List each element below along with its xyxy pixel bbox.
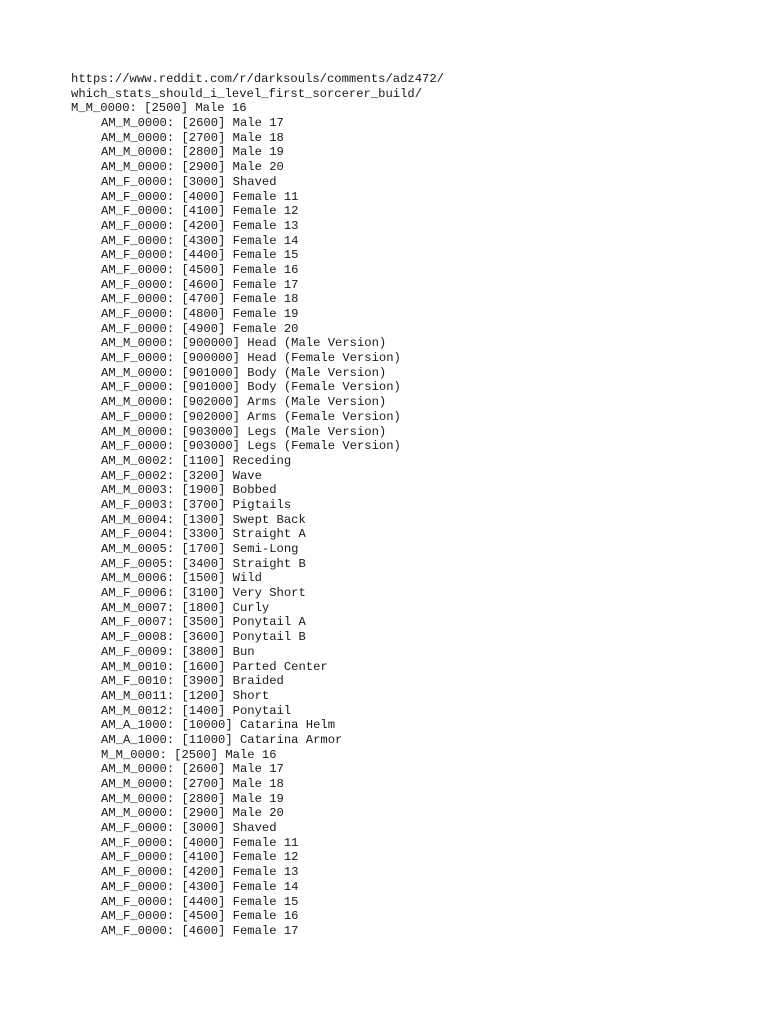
- text-line: AM_F_0000: [4000] Female 11: [101, 835, 299, 850]
- text-line: AM_M_0002: [1100] Receding: [101, 453, 292, 468]
- text-line: AM_F_0000: [3000] Shaved: [101, 821, 277, 836]
- text-line: AM_M_0006: [1500] Wild: [101, 571, 262, 586]
- text-line: AM_F_0000: [4600] Female 17: [101, 277, 299, 292]
- text-line: AM_F_0000: [4500] Female 16: [101, 909, 299, 924]
- text-line: AM_M_0000: [2900] Male 20: [101, 160, 284, 175]
- text-line: AM_F_0000: [4300] Female 14: [101, 879, 299, 894]
- text-line: AM_F_0000: [902000] Arms (Female Version): [101, 409, 401, 424]
- text-line: AM_F_0000: [4100] Female 12: [101, 850, 299, 865]
- text-line: AM_F_0002: [3200] Wave: [101, 468, 262, 483]
- text-line: AM_M_0010: [1600] Parted Center: [101, 659, 328, 674]
- text-line: AM_M_0000: [2900] Male 20: [101, 806, 284, 821]
- text-line: AM_F_0008: [3600] Ponytail B: [101, 630, 306, 645]
- text-line: AM_M_0000: [2600] Male 17: [101, 762, 284, 777]
- text-line: AM_M_0011: [1200] Short: [101, 688, 270, 703]
- text-line: AM_F_0009: [3800] Bun: [101, 644, 255, 659]
- text-line: AM_F_0000: [3000] Shaved: [101, 174, 277, 189]
- text-line: AM_M_0004: [1300] Swept Back: [101, 512, 306, 527]
- text-line: AM_F_0000: [4200] Female 13: [101, 218, 299, 233]
- text-line: AM_A_1000: [11000] Catarina Armor: [101, 732, 343, 747]
- text-line: AM_F_0000: [903000] Legs (Female Version): [101, 439, 401, 454]
- text-line: AM_F_0000: [4000] Female 11: [101, 189, 299, 204]
- text-line: AM_M_0005: [1700] Semi-Long: [101, 542, 299, 556]
- text-line: AM_F_0010: [3900] Braided: [101, 674, 284, 689]
- source-url-continuation-line: which_stats_should_i_level_first_sorcerer_build/: [71, 86, 423, 101]
- text-line: AM_F_0005: [3400] Straight B: [101, 556, 306, 571]
- text-line: M_M_0000: [2500] Male 16: [101, 747, 277, 762]
- text-line: AM_F_0000: [4100] Female 12: [101, 204, 299, 219]
- text-line: AM_F_0000: [4500] Female 16: [101, 262, 299, 277]
- text-line: AM_F_0000: [4400] Female 15: [101, 894, 299, 909]
- text-line: AM_F_0003: [3700] Pigtails: [101, 497, 292, 512]
- text-line: AM_M_0000: [902000] Arms (Male Version): [101, 395, 387, 410]
- document-body: [71, 72, 751, 939]
- text-line: AM_F_0000: [4900] Female 20: [101, 321, 299, 336]
- text-line: AM_M_0000: [2700] Male 18: [101, 777, 284, 791]
- text-line: AM_M_0000: [2800] Male 19: [101, 791, 284, 806]
- text-line: AM_M_0000: [2600] Male 17: [101, 116, 284, 131]
- text-line: AM_M_0007: [1800] Curly: [101, 600, 270, 615]
- text-line: AM_M_0000: [2800] Male 19: [101, 145, 284, 160]
- text-line: AM_F_0000: [4400] Female 15: [101, 248, 299, 263]
- text-line: AM_M_0000: [2700] Male 18: [101, 130, 284, 145]
- text-line: AM_F_0007: [3500] Ponytail A: [101, 615, 306, 630]
- text-line: AM_M_0000: [900000] Head (Male Version): [101, 336, 387, 351]
- text-line: AM_M_0012: [1400] Ponytail: [101, 703, 292, 718]
- text-line: AM_M_0000: [903000] Legs (Male Version): [101, 424, 387, 439]
- text-line: AM_M_0000: [901000] Body (Male Version): [101, 365, 387, 380]
- text-line: AM_F_0000: [4200] Female 13: [101, 865, 299, 880]
- text-line: AM_F_0000: [901000] Body (Female Version): [101, 380, 401, 395]
- text-line: AM_F_0000: [4600] Female 17: [101, 923, 299, 938]
- text-line: AM_F_0000: [4300] Female 14: [101, 233, 299, 248]
- text-line: AM_F_0006: [3100] Very Short: [101, 586, 306, 601]
- text-line: AM_F_0004: [3300] Straight A: [101, 527, 306, 542]
- text-line: AM_A_1000: [10000] Catarina Helm: [101, 718, 336, 733]
- text-line: AM_F_0000: [900000] Head (Female Version): [101, 351, 401, 366]
- text-line: AM_F_0000: [4700] Female 18: [101, 292, 299, 307]
- text-line: AM_F_0000: [4800] Female 19: [101, 307, 299, 321]
- source-url-line: https://www.reddit.com/r/darksouls/comments/adz472/: [71, 72, 444, 86]
- text-line: M_M_0000: [2500] Male 16: [71, 101, 247, 116]
- text-line: AM_M_0003: [1900] Bobbed: [101, 483, 277, 498]
